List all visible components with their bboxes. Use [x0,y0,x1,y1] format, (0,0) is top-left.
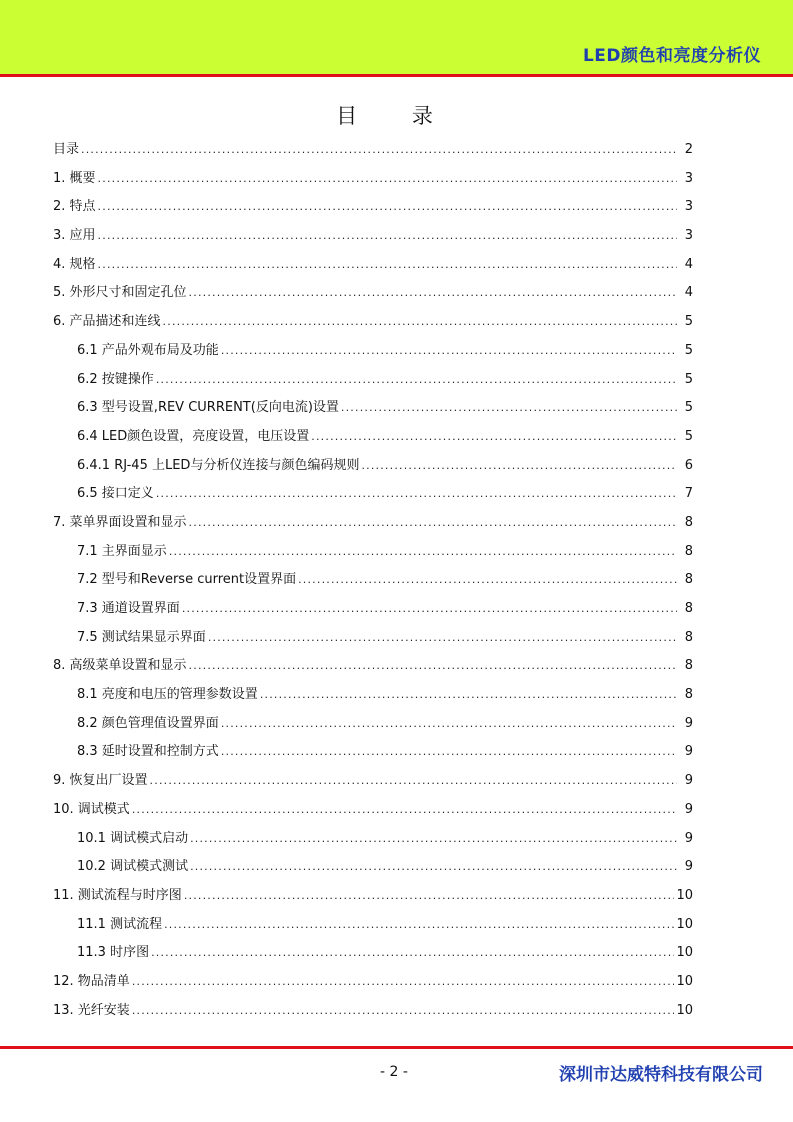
toc-entry[interactable] [53,337,693,366]
toc-entry-label: 6.3 型号设置,REV CURRENT(反向电流)设置 [77,400,339,416]
toc-entry[interactable] [53,997,693,1026]
toc-dot-leader [132,968,675,997]
toc-entry[interactable] [53,308,693,337]
toc-entry[interactable] [53,222,693,251]
toc-entry-label: 4. 规格 [53,256,96,272]
toc-entry-page: 6 [684,457,693,473]
toc-entry[interactable] [53,595,693,624]
toc-entry-page: 8 [684,687,693,703]
toc-entry-page: 10 [676,945,693,961]
toc-dot-leader [221,337,677,366]
toc-entry[interactable] [53,193,693,222]
company-name: 深圳市达威特科技有限公司 [559,1065,763,1085]
toc-dot-leader [189,652,677,681]
toc-entry-page: 8 [684,629,693,645]
toc-entry[interactable] [53,538,693,567]
toc-entry-page: 10 [676,916,693,932]
toc-entry-page: 9 [684,773,693,789]
toc-dot-leader [156,366,677,395]
toc-entry-page: 8 [684,572,693,588]
toc-entry-label: 6.2 按键操作 [77,371,154,387]
toc-dot-leader [132,796,677,825]
toc-dot-leader [184,882,675,911]
toc-entry-page: 9 [684,859,693,875]
toc-entry[interactable] [53,796,693,825]
footer-divider [0,1046,793,1049]
toc-entry-page: 5 [684,342,693,358]
toc-entry-page: 4 [684,256,693,272]
toc-entry-page: 3 [684,228,693,244]
toc-entry-label: 6.5 接口定义 [77,486,154,502]
toc-dot-leader [169,538,677,567]
toc-entry[interactable] [53,251,693,280]
toc-entry-page: 10 [676,1002,693,1018]
toc-dot-leader [182,595,677,624]
toc-entry-label: 8. 高级菜单设置和显示 [53,658,187,674]
toc-dot-leader [98,251,677,280]
toc-entry[interactable] [53,509,693,538]
toc-entry-label: 6.4.1 RJ-45 上LED与分析仪连接与颜色编码规则 [77,457,360,473]
toc-dot-leader [190,853,677,882]
toc-entry-page: 3 [684,170,693,186]
toc-entry-page: 7 [684,486,693,502]
toc-entry-page: 10 [676,973,693,989]
toc-dot-leader [150,767,677,796]
toc-entry-page: 9 [684,830,693,846]
toc-dot-leader [132,997,675,1026]
toc-entry-page: 5 [684,314,693,330]
toc-entry-label: 7.2 型号和Reverse current设置界面 [77,572,297,588]
toc-dot-leader [221,738,677,767]
toc-entry-label: 6.4 LED颜色设置，亮度设置，电压设置 [77,428,310,444]
toc-entry-page: 5 [684,400,693,416]
toc-entry[interactable] [53,452,693,481]
toc-entry-label: 13. 光纤安装 [53,1002,130,1018]
toc-entry-label: 12. 物品清单 [53,973,130,989]
toc-entry-label: 1. 概要 [53,170,96,186]
toc-entry-label: 3. 应用 [53,228,96,244]
page-number: - 2 - [380,1064,408,1080]
toc-entry[interactable] [53,366,693,395]
toc-entry-page: 8 [684,543,693,559]
table-of-contents [53,136,693,1025]
toc-entry-label: 7.1 主界面显示 [77,543,167,559]
toc-entry-label: 8.2 颜色管理值设置界面 [77,715,219,731]
toc-entry[interactable] [53,911,693,940]
toc-entry-label: 7. 菜单界面设置和显示 [53,514,187,530]
toc-entry[interactable] [53,165,693,194]
toc-entry-page: 9 [684,715,693,731]
toc-entry-label: 7.5 测试结果显示界面 [77,629,206,645]
toc-entry-page: 8 [684,658,693,674]
toc-entry[interactable] [53,853,693,882]
toc-entry-label: 11.1 测试流程 [77,916,163,932]
toc-dot-leader [298,566,677,595]
header-divider [0,74,793,77]
toc-dot-leader [361,452,677,481]
toc-entry-label: 6. 产品描述和连线 [53,314,161,330]
toc-dot-leader [221,710,677,739]
toc-entry-page: 5 [684,371,693,387]
toc-entry[interactable] [53,968,693,997]
toc-dot-leader [208,624,677,653]
toc-entry-page: 9 [684,801,693,817]
toc-entry-label: 9. 恢复出厂设置 [53,773,148,789]
toc-entry-label: 6.1 产品外观布局及功能 [77,342,219,358]
toc-entry[interactable] [53,480,693,509]
toc-dot-leader [341,394,677,423]
toc-entry-page: 2 [684,142,693,157]
toc-entry-label: 10.2 调试模式测试 [77,859,189,875]
toc-entry-label: 11.3 时序图 [77,945,150,961]
toc-entry-page: 10 [676,887,693,903]
toc-entry[interactable] [53,423,693,452]
toc-entry[interactable] [53,136,693,165]
toc-entry[interactable] [53,710,693,739]
toc-dot-leader [151,939,674,968]
toc-entry-label: 11. 测试流程与时序图 [53,887,182,903]
toc-entry[interactable] [53,825,693,854]
toc-entry-label: 5. 外形尺寸和固定孔位 [53,285,187,301]
toc-dot-leader [164,911,674,940]
toc-entry[interactable] [53,939,693,968]
toc-dot-leader [260,681,677,710]
toc-entry-label: 2. 特点 [53,199,96,215]
toc-entry-label: 目录 [53,142,80,157]
toc-entry[interactable] [53,738,693,767]
toc-dot-leader [98,222,677,251]
toc-entry-label: 10.1 调试模式启动 [77,830,189,846]
toc-entry-label: 7.3 通道设置界面 [77,601,180,616]
toc-dot-leader [189,279,677,308]
toc-entry[interactable] [53,624,693,653]
toc-entry-label: 10. 调试模式 [53,801,130,817]
toc-dot-leader [189,509,677,538]
toc-entry[interactable] [53,767,693,796]
toc-entry-label: 8.3 延时设置和控制方式 [77,744,219,760]
toc-entry[interactable] [53,681,693,710]
document-title: LED颜色和亮度分析仪 [582,46,761,66]
toc-entry[interactable] [53,882,693,911]
toc-heading: 目 录 [336,104,457,128]
toc-dot-leader [156,480,677,509]
toc-entry[interactable] [53,566,693,595]
toc-dot-leader [81,136,677,165]
toc-entry-label: 8.1 亮度和电压的管理参数设置 [77,687,258,703]
toc-entry[interactable] [53,394,693,423]
toc-dot-leader [98,165,677,194]
toc-dot-leader [190,825,677,854]
toc-dot-leader [98,193,677,222]
toc-entry-page: 8 [684,601,693,616]
toc-entry[interactable] [53,652,693,681]
toc-entry-page: 4 [684,285,693,301]
toc-entry-page: 8 [684,514,693,530]
toc-entry-page: 3 [684,199,693,215]
toc-entry-page: 9 [684,744,693,760]
toc-dot-leader [163,308,677,337]
toc-entry-page: 5 [684,428,693,444]
toc-entry[interactable] [53,279,693,308]
toc-dot-leader [311,423,677,452]
